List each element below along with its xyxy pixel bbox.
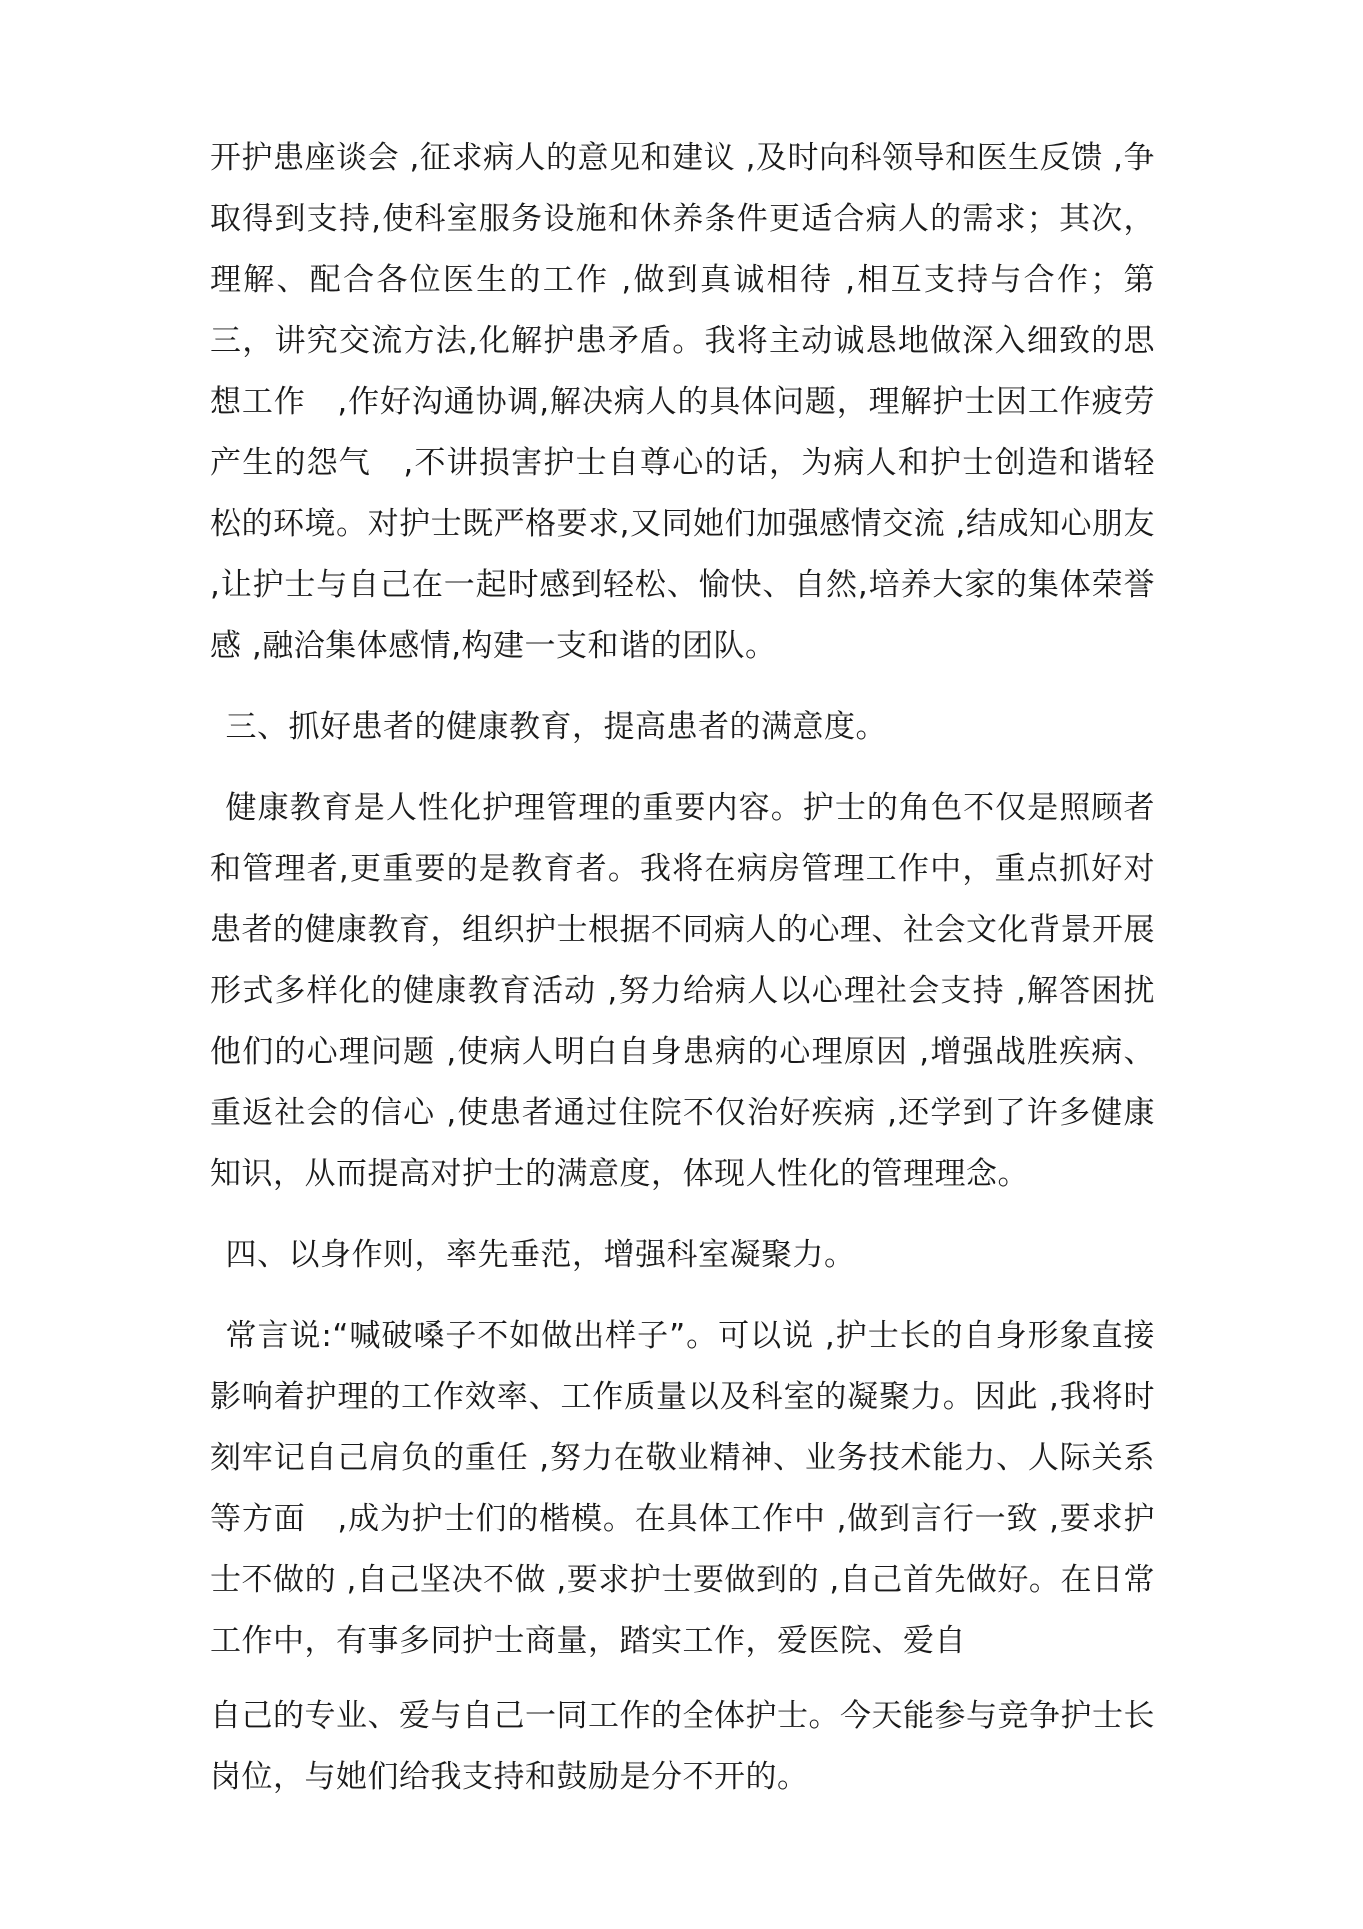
section-heading-lead-by-example: 四、以身作则，率先垂范，增强科室凝聚力。 <box>225 1237 856 1273</box>
paragraph-team-harmony: 开护患座谈会 ,征求病人的意见和建议 ,及时向科领导和医生反馈 ,争取得到支持,使科室服务设施和休养条件更适合病人的需求；其次，理解、配合各位医生的工作 ,做到真诚相待 ,相互支持与合作；第三，讲究交流方法,化解护患矛盾。我将主动诚恳地做深入细致的思想工作 ,作好沟通协调,解决病人的具体问题，理解护士因工作疲劳产生的怨气 ,不讲损害护士自尊心的话，为病人和护士创造和谐轻松的环境。对护士既严格要求,又同她们加强感情交流 ,结成知心朋友 ,让护士与自己在一起时感到轻松、愉快、自然,培养大家的集体荣誉感 ,融洽集体感情,构建一支和谐的团队。 <box>210 140 1155 664</box>
paragraph-health-education: 健康教育是人性化护理管理的重要内容。护士的角色不仅是照顾者和管理者,更重要的是教育者。我将在病房管理工作中，重点抓好对患者的健康教育，组织护士根据不同病人的心理、社会文化背景开展形式多样化的健康教育活动 ,努力给病人以心理社会支持 ,解答困扰他们的心理问题 ,使病人明白自身患病的心理原因 ,增强战胜疾病、重返社会的信心 ,使患者通过住院不仅治好疾病 ,还学到了许多健康知识，从而提高对护士的满意度，体现人性化的管理理念。 <box>210 790 1155 1192</box>
section-heading-health-education: 三、抓好患者的健康教育，提高患者的满意度。 <box>225 709 887 745</box>
paragraph-closing: 自己的专业、爱与自己一同工作的全体护士。今天能参与竞争护士长岗位，与她们给我支持和鼓励是分不开的。 <box>210 1698 1155 1795</box>
document-body <box>210 128 1155 1808</box>
paragraph-lead-by-example: 常言说:“喊破嗓子不如做出样子”。可以说 ,护士长的自身形象直接影响着护理的工作效率、工作质量以及科室的凝聚力。因此 ,我将时刻牢记自己肩负的重任 ,努力在敬业精神、业务技术能力、人际关系等方面 ,成为护士们的楷模。在具体工作中 ,做到言行一致 ,要求护士不做的 ,自己坚决不做 ,要求护士要做到的 ,自己首先做好。在日常工作中，有事多同护士商量，踏实工作，爱医院、爱自 <box>210 1318 1155 1659</box>
